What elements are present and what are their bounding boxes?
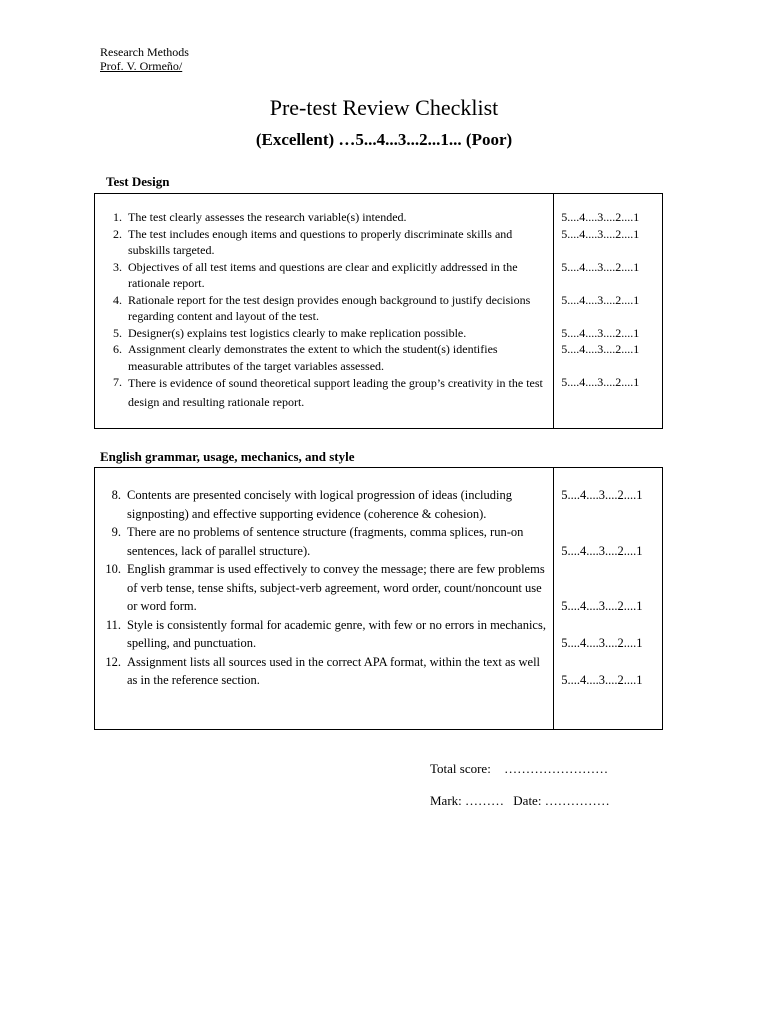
list-item [95,341,549,374]
score-scale-item-7[interactable]: 5....4....3....2....1 [561,375,640,389]
total-score-field[interactable]: …………………… [504,761,609,776]
rating-scale-legend: (Excellent) …5...4...3...2...1... (Poor) [255,130,513,149]
professor-name: Prof. V. Ormeño/ [100,59,183,73]
score-scale-item-4[interactable]: 5....4....3....2....1 [561,292,640,307]
list-item [95,374,549,412]
item-text: Designer(s) explains test logistics clearly to make replication possible. [128,325,467,340]
item-text: Style is consistently formal for academic genre, with few or no errors in mechanics, spelling, and punctuation. [127,617,546,650]
mark-date-line [430,793,610,809]
item-number: 4. [113,292,122,307]
item-text: The test includes enough items and questions to properly discriminate skills and subskills targeted. [128,226,513,257]
score-scale-item-3[interactable]: 5....4....3....2....1 [561,259,640,274]
section-title-test-design: Test Design [106,174,170,189]
score-scale-item-1[interactable]: 5....4....3....2....1 [561,210,640,224]
total-score-line [430,761,608,777]
date-field[interactable]: …………… [544,793,610,808]
list-item [95,616,549,653]
item-number: 9. [111,525,121,539]
item-text: Rationale report for the test design provides enough background to justify decisions regarding content and layout of the test. [128,292,531,323]
score-column [554,468,663,730]
score-scale-item-10[interactable]: 5....4....3....2....1 [561,599,643,613]
item-number: 3. [113,259,122,274]
course-name: Research Methods [100,45,189,59]
list-item [95,259,549,292]
score-scale-item-8[interactable]: 5....4....3....2....1 [561,488,643,502]
score-scale-item-5[interactable]: 5....4....3....2....1 [561,325,640,340]
item-number: 7. [113,375,122,389]
score-scale-item-2[interactable]: 5....4....3....2....1 [561,226,640,241]
item-text: Objectives of all test items and questions are clear and explicitly addressed in the rationale report. [128,259,518,290]
item-number: 1. [113,210,122,224]
list-item [95,292,549,325]
item-number: 5. [113,325,122,340]
mark-field[interactable]: ……… [465,793,505,808]
list-item [95,226,549,259]
item-text: There are no problems of sentence structure (fragments, comma splices, run-on sentences, lack of parallel structure). [127,525,524,558]
section-title-english-grammar: English grammar, usage, mechanics, and style [100,449,355,464]
list-item [95,523,549,560]
list-item [95,560,549,616]
list-item [95,209,549,226]
item-text: The test clearly assesses the research variable(s) intended. [128,210,407,224]
page-title: Pre-test Review Checklist [269,95,499,120]
score-scale-item-9[interactable]: 5....4....3....2....1 [561,543,643,558]
item-number: 8. [111,488,121,502]
list-item [95,653,549,690]
item-number: 6. [113,342,122,356]
document-header [100,45,189,73]
total-score-label: Total score: [430,761,491,776]
item-number: 2. [113,226,122,241]
item-number: 10. [105,562,121,576]
criteria-column [95,468,554,730]
score-scale-item-12[interactable]: 5....4....3....2....1 [561,673,643,687]
item-text: Assignment clearly demonstrates the extent to which the student(s) identifies measurable attributes of the target variables assessed. [128,342,498,373]
item-number: 12. [105,654,121,669]
score-scale-item-6[interactable]: 5....4....3....2....1 [561,342,640,356]
mark-label: Mark: [430,793,462,808]
score-column [554,194,663,429]
item-text: Contents are presented concisely with logical progression of ideas (including signposting) and effective supporting evidence (coherence & cohesion). [127,488,512,521]
checklist-table-test-design [94,193,663,429]
item-number: 11. [105,617,121,632]
item-text: Assignment lists all sources used in the correct APA format, within the text as well as in the reference section. [127,654,541,687]
date-label: Date: [513,793,542,808]
item-text: English grammar is used effectively to convey the message; there are few problems of verb tense, tense shifts, subject-verb agreement, word order, count/noncount use or word form. [127,562,545,613]
checklist-table-english-grammar [94,467,663,730]
list-item [95,486,549,523]
score-scale-item-11[interactable]: 5....4....3....2....1 [561,636,643,650]
list-item [95,325,549,342]
criteria-column [95,194,554,429]
item-text: There is evidence of sound theoretical support leading the group’s creativity in the test design and resulting rationale report. [128,376,543,409]
